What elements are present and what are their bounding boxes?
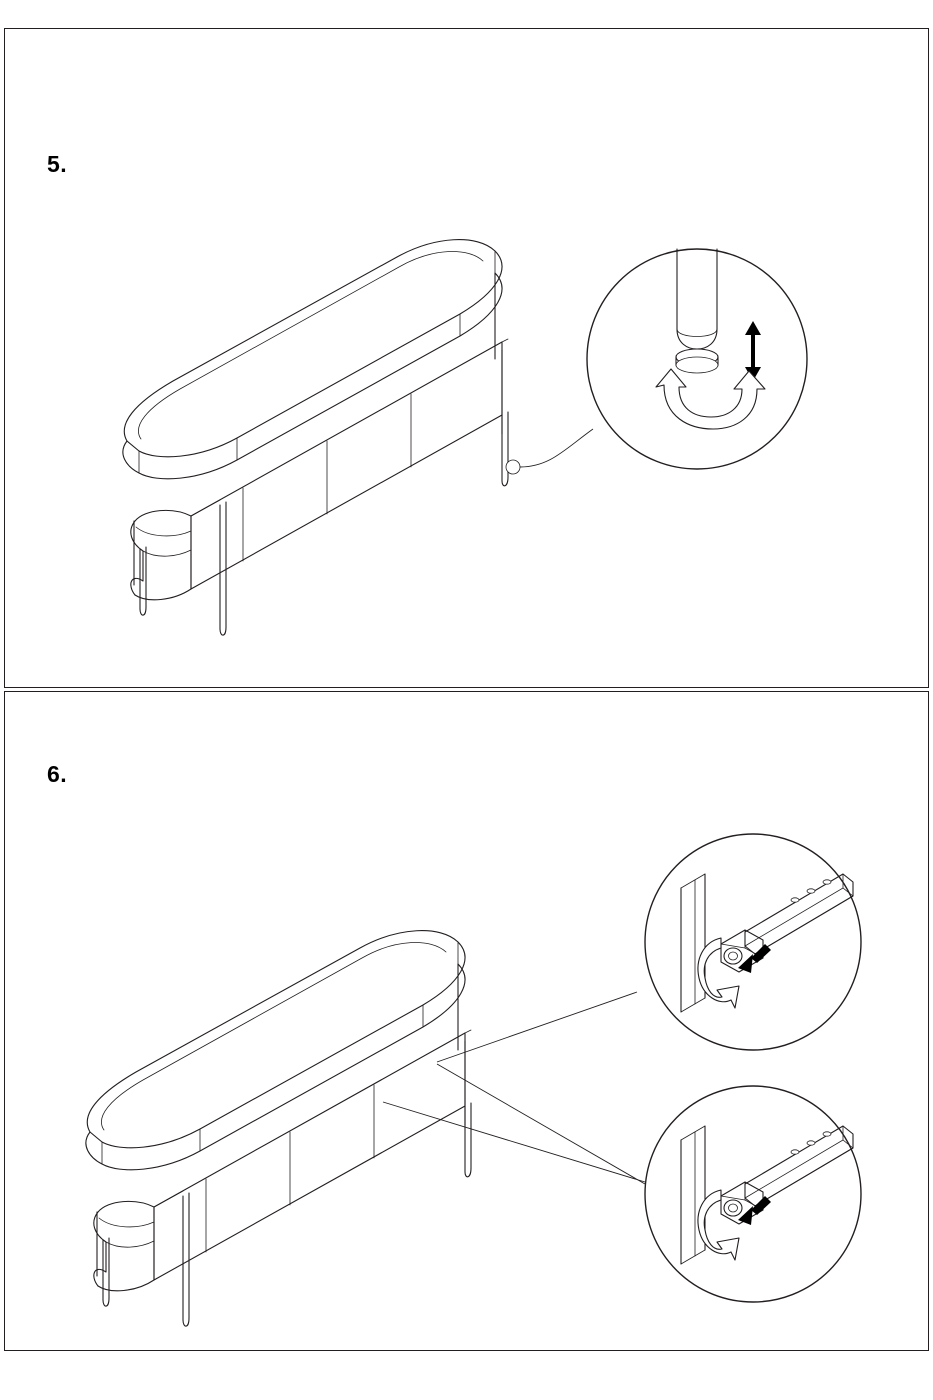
bench-drawing [86,931,471,1327]
detail-circle-bracket-upper [645,834,861,1050]
bench-drawing [123,240,508,636]
step-6-illustration [5,692,930,1352]
step-5-illustration [5,29,930,689]
detail-circle-foot-glide [587,249,807,469]
callout-leader-line [506,429,593,474]
step-number-5: 5. [47,151,68,177]
step-number-6: 6. [47,761,68,787]
detail-circle-bracket-lower [645,1086,861,1302]
step-panel-5 [4,28,929,688]
callout-leader-lines [383,992,645,1184]
step-panel-6 [4,691,929,1351]
